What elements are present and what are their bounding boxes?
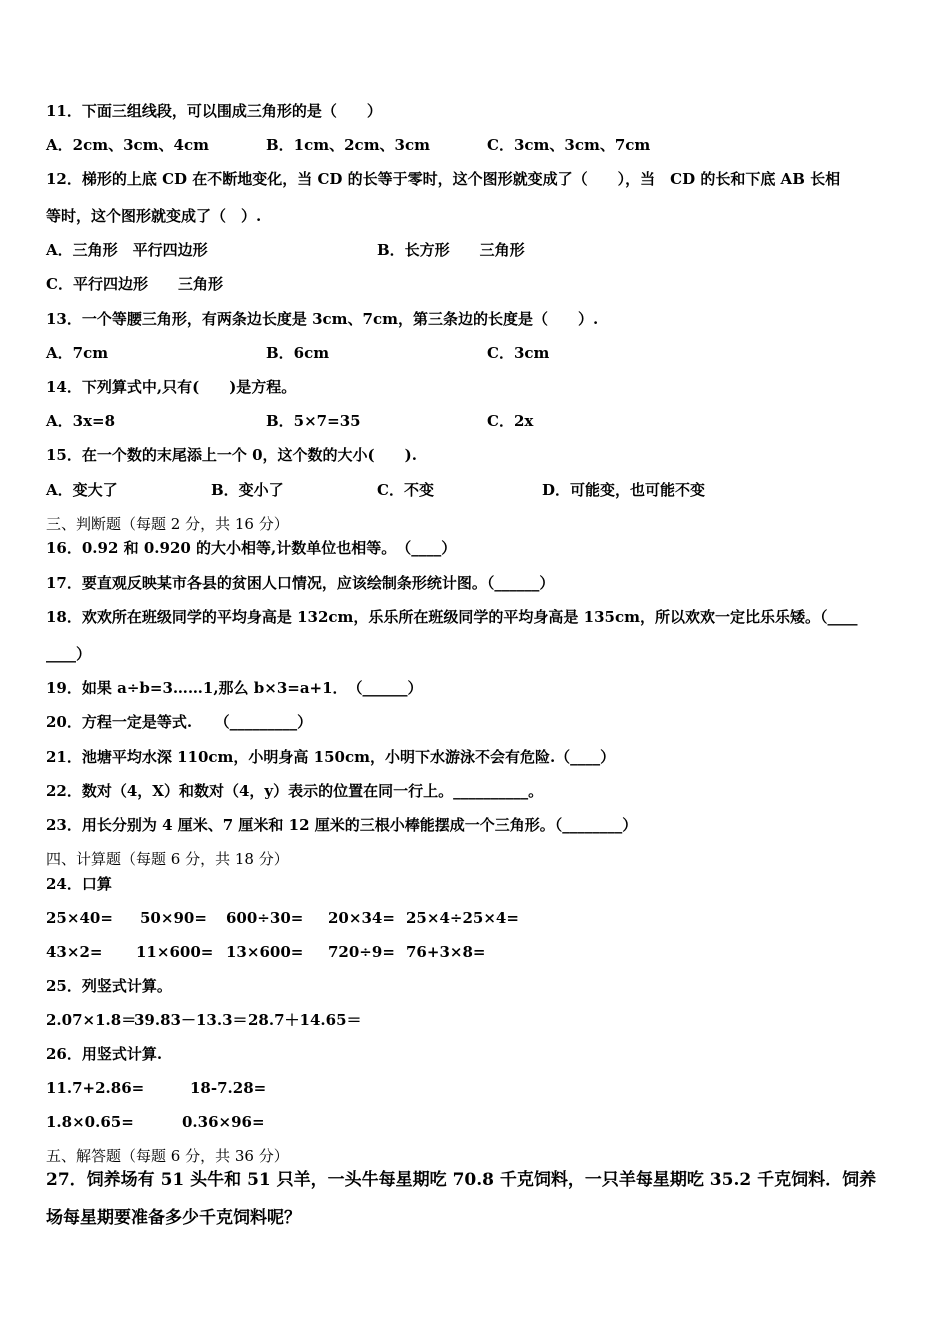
question-22: 22．数对（4，X）和数对（4，y）表示的位置在同一行上。__________。 — [46, 782, 544, 800]
q24-expression: 76+3×8= — [406, 943, 486, 961]
q25-expression: 2.07×1.8＝ — [46, 1011, 137, 1029]
q25-expression: 39.83－13.3＝ — [134, 1011, 248, 1029]
section-3-heading: 三、判断题（每题 2 分，共 16 分） — [46, 515, 289, 533]
q14-option-c: C．2x — [487, 412, 534, 430]
q14-option-a: A．3x=8 — [46, 412, 116, 430]
q24-expression: 600÷30= — [226, 909, 304, 927]
question-12-stem-line1: 12．梯形的上底 CD 在不断地变化，当 CD 的长等于零时，这个图形就变成了（ ），当 CD 的长和下底 AB 长相 — [46, 170, 841, 188]
q24-expression: 25×4÷25×4= — [406, 909, 519, 927]
q15-option-c: C．不变 — [377, 481, 434, 499]
q15-option-d: D．可能变，也可能不变 — [542, 481, 706, 499]
question-13-stem: 13．一个等腰三角形，有两条边长度是 3cm、7cm，第三条边的长度是（ ）. — [46, 310, 599, 328]
q12-option-b: B．长方形 三角形 — [377, 241, 525, 259]
q15-option-a: A．变大了 — [46, 481, 118, 499]
question-12-stem-line2: 等时，这个图形就变成了（ ）. — [46, 207, 262, 225]
q26-expression: 0.36×96= — [182, 1113, 265, 1131]
q13-option-b: B．6cm — [266, 344, 330, 362]
q13-option-a: A．7cm — [46, 344, 109, 362]
question-18-line1: 18．欢欢所在班级同学的平均身高是 132cm，乐乐所在班级同学的平均身高是 135cm，所以欢欢一定比乐乐矮。（____ — [46, 608, 858, 626]
q24-expression: 720÷9= — [328, 943, 395, 961]
question-27-line1: 27．饲养场有 51 头牛和 51 只羊，一头牛每星期吃 70.8 千克饲料，一只羊每星期吃 35.2 千克饲料．饲养 — [46, 1170, 877, 1190]
question-24-title: 24．口算 — [46, 875, 112, 893]
question-18-line2: ____） — [46, 645, 92, 663]
question-16: 16．0.92 和 0.920 的大小相等,计数单位也相等。 （____） — [46, 539, 457, 557]
q25-expression: 28.7＋14.65＝ — [248, 1011, 362, 1029]
question-20: 20．方程一定是等式. （_________） — [46, 713, 313, 731]
question-19: 19．如果 a÷b=3……1,那么 b×3=a+1． （______） — [46, 679, 423, 697]
q26-expression: 11.7+2.86= — [46, 1079, 145, 1097]
question-25-title: 25．列竖式计算。 — [46, 977, 172, 995]
q13-option-c: C．3cm — [487, 344, 550, 362]
question-11-stem: 11．下面三组线段，可以围成三角形的是（ ） — [46, 102, 382, 120]
question-17: 17．要直观反映某市各县的贫困人口情况，应该绘制条形统计图。（______） — [46, 574, 555, 592]
q26-expression: 18-7.28= — [190, 1079, 267, 1097]
q11-option-a: A．2cm、3cm、4cm — [46, 136, 209, 154]
q24-expression: 43×2= — [46, 943, 103, 961]
q15-option-b: B．变小了 — [211, 481, 284, 499]
q12-option-a: A．三角形 平行四边形 — [46, 241, 208, 259]
section-4-heading: 四、计算题（每题 6 分，共 18 分） — [46, 850, 289, 868]
q24-expression: 50×90= — [140, 909, 207, 927]
q24-expression: 25×40= — [46, 909, 113, 927]
q11-option-c: C．3cm、3cm、7cm — [487, 136, 651, 154]
q14-option-b: B．5×7=35 — [266, 412, 361, 430]
question-21: 21．池塘平均水深 110cm，小明身高 150cm，小明下水游泳不会有危险.（____） — [46, 748, 616, 766]
q24-expression: 11×600= — [136, 943, 214, 961]
section-5-heading: 五、解答题（每题 6 分，共 36 分） — [46, 1147, 289, 1165]
q24-expression: 20×34= — [328, 909, 395, 927]
question-15-stem: 15．在一个数的末尾添上一个 0，这个数的大小( ). — [46, 446, 417, 464]
question-14-stem: 14．下列算式中,只有( )是方程。 — [46, 378, 297, 396]
q12-option-c: C．平行四边形 三角形 — [46, 275, 223, 293]
question-26-title: 26．用竖式计算. — [46, 1045, 163, 1063]
question-23: 23．用长分别为 4 厘米、7 厘米和 12 厘米的三根小棒能摆成一个三角形。（________） — [46, 816, 638, 834]
q11-option-b: B．1cm、2cm、3cm — [266, 136, 431, 154]
question-27-line2: 场每星期要准备多少千克饲料呢？ — [46, 1208, 301, 1228]
q24-expression: 13×600= — [226, 943, 304, 961]
q26-expression: 1.8×0.65= — [46, 1113, 134, 1131]
